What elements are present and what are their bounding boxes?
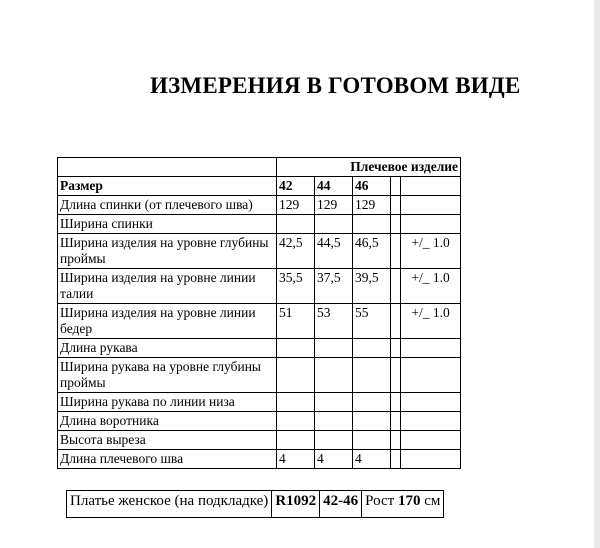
table-row — [58, 304, 461, 339]
row-label: Длина рукава — [58, 339, 277, 358]
value-46 — [353, 215, 391, 234]
spacer-cell — [391, 215, 401, 234]
value-46: 46,5 — [353, 234, 391, 269]
tolerance — [401, 450, 461, 469]
value-42: 42,5 — [277, 234, 315, 269]
value-46 — [353, 412, 391, 431]
tolerance — [401, 393, 461, 412]
value-42 — [277, 358, 315, 393]
value-46: 129 — [353, 196, 391, 215]
table-row — [58, 269, 461, 304]
spacer-cell — [391, 339, 401, 358]
size-label: Размер — [58, 177, 277, 196]
table-row — [58, 339, 461, 358]
product-size-range: 42-46 — [320, 491, 362, 518]
blank-cell — [58, 158, 277, 177]
value-46: 39,5 — [353, 269, 391, 304]
value-46: 4 — [353, 450, 391, 469]
height-unit: см — [424, 493, 441, 509]
value-44: 53 — [315, 304, 353, 339]
spacer-cell — [391, 304, 401, 339]
value-44 — [315, 358, 353, 393]
value-44: 129 — [315, 196, 353, 215]
value-44: 37,5 — [315, 269, 353, 304]
table-row — [58, 393, 461, 412]
row-label: Ширина изделия на уровне линии талии — [58, 269, 277, 304]
table-row — [58, 450, 461, 469]
row-label: Высота выреза — [58, 431, 277, 450]
spacer-cell — [391, 431, 401, 450]
value-42 — [277, 412, 315, 431]
row-label: Длина спинки (от плечевого шва) — [58, 196, 277, 215]
row-label: Ширина рукава на уровне глубины проймы — [58, 358, 277, 393]
tolerance: +/_ 1.0 — [401, 234, 461, 269]
value-44 — [315, 431, 353, 450]
value-42 — [277, 215, 315, 234]
page-title: ИЗМЕРЕНИЯ В ГОТОВОМ ВИДЕ — [150, 73, 521, 98]
table-row — [58, 215, 461, 234]
value-46 — [353, 339, 391, 358]
value-42 — [277, 393, 315, 412]
product-info — [66, 490, 444, 518]
page-edge — [594, 0, 600, 548]
spacer-cell — [391, 412, 401, 431]
size-42: 42 — [277, 177, 315, 196]
product-name: Платье женское (на подкладке) — [67, 491, 272, 518]
tolerance — [401, 412, 461, 431]
tolerance — [401, 215, 461, 234]
value-46 — [353, 393, 391, 412]
tolerance — [401, 358, 461, 393]
row-label: Ширина рукава по линии низа — [58, 393, 277, 412]
spacer-cell — [391, 177, 401, 196]
row-label: Длина воротника — [58, 412, 277, 431]
spacer-cell — [391, 393, 401, 412]
product-article: R1092 — [272, 491, 320, 518]
size-header-row — [58, 177, 461, 196]
row-label: Длина плечевого шва — [58, 450, 277, 469]
value-46 — [353, 358, 391, 393]
value-44: 4 — [315, 450, 353, 469]
table-row — [58, 196, 461, 215]
spacer-cell — [391, 269, 401, 304]
group-header-row — [58, 158, 461, 177]
value-42 — [277, 339, 315, 358]
row-label: Ширина изделия на уровне линии бедер — [58, 304, 277, 339]
table-row — [58, 412, 461, 431]
group-header: Плечевое изделие — [277, 158, 461, 177]
value-46: 55 — [353, 304, 391, 339]
tolerance: +/_ 1.0 — [401, 269, 461, 304]
height-value: 170 — [397, 493, 421, 509]
table-row — [58, 234, 461, 269]
size-44: 44 — [315, 177, 353, 196]
value-46 — [353, 431, 391, 450]
size-46: 46 — [353, 177, 391, 196]
measurements-table — [57, 157, 461, 469]
value-42 — [277, 431, 315, 450]
spacer-cell — [391, 196, 401, 215]
tolerance: +/_ 1.0 — [401, 304, 461, 339]
tolerance-header — [401, 177, 461, 196]
tolerance — [401, 431, 461, 450]
value-44 — [315, 412, 353, 431]
value-42: 4 — [277, 450, 315, 469]
table-row — [58, 358, 461, 393]
tolerance — [401, 339, 461, 358]
spacer-cell — [391, 450, 401, 469]
row-label: Ширина изделия на уровне глубины проймы — [58, 234, 277, 269]
value-44 — [315, 215, 353, 234]
product-height — [362, 491, 444, 518]
spacer-cell — [391, 358, 401, 393]
tolerance — [401, 196, 461, 215]
value-42: 129 — [277, 196, 315, 215]
value-42: 35,5 — [277, 269, 315, 304]
value-44 — [315, 393, 353, 412]
height-label: Рост — [365, 493, 395, 509]
value-44 — [315, 339, 353, 358]
table-row — [58, 431, 461, 450]
row-label: Ширина спинки — [58, 215, 277, 234]
measurements-sheet — [57, 157, 460, 469]
value-44: 44,5 — [315, 234, 353, 269]
spacer-cell — [391, 234, 401, 269]
value-42: 51 — [277, 304, 315, 339]
